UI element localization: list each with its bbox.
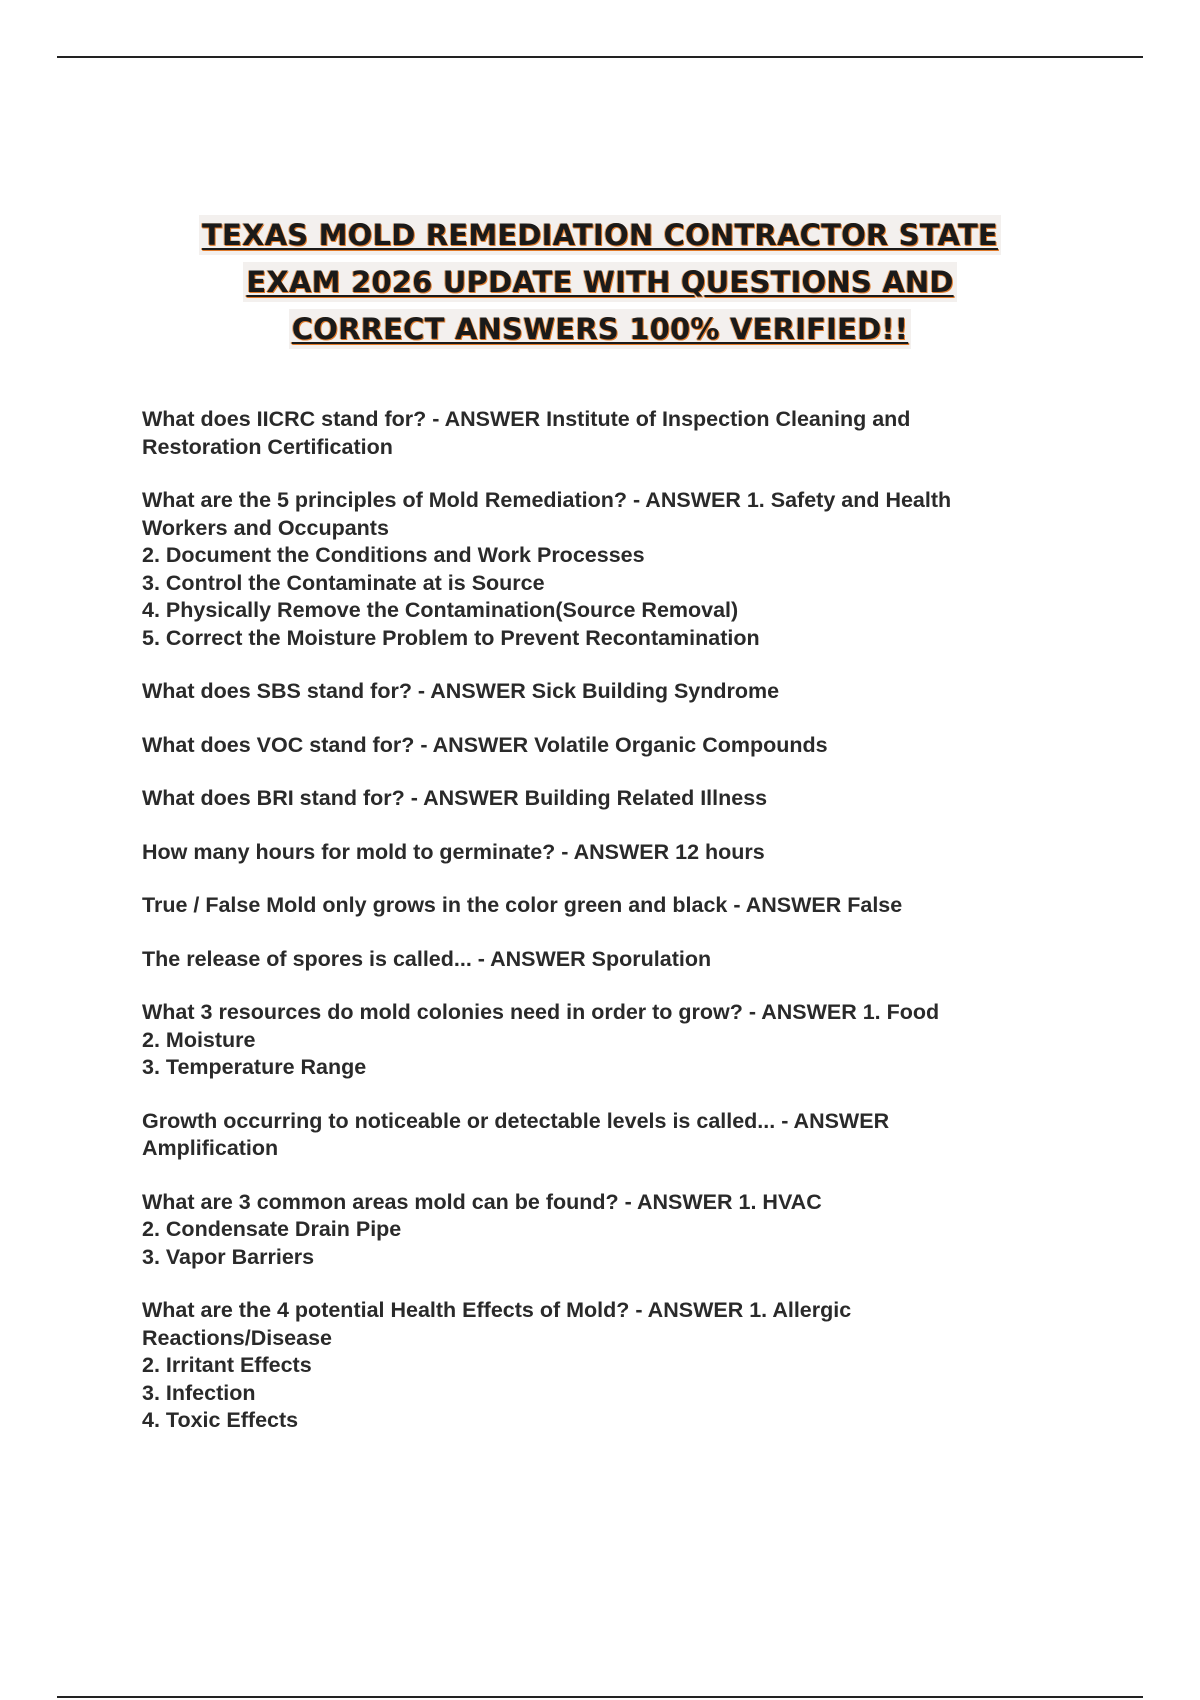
title-line: TEXAS MOLD REMEDIATION CONTRACTOR STATE (202, 218, 998, 252)
qa-line: 3. Vapor Barriers (142, 1244, 315, 1269)
qa-item (142, 406, 1062, 461)
qa-item (142, 678, 1062, 706)
qa-item (142, 999, 1062, 1082)
qa-line: 2. Moisture (142, 1027, 256, 1052)
qa-line: Growth occurring to noticeable or detectable levels is called... - ANSWER (142, 1108, 890, 1133)
qa-item (142, 892, 1062, 920)
qa-line: Workers and Occupants (142, 515, 389, 540)
header-rule (57, 56, 1143, 58)
qa-item (142, 839, 1062, 867)
qa-line: What are the 5 principles of Mold Remediation? - ANSWER 1. Safety and Health (142, 488, 952, 512)
qa-line: 2. Irritant Effects (142, 1353, 312, 1377)
document-title (0, 212, 1200, 353)
qa-item (142, 1297, 1062, 1435)
qa-item (142, 946, 1062, 974)
qa-line: What does BRI stand for? - ANSWER Building Related Illness (142, 786, 768, 810)
qa-line: 2. Document the Conditions and Work Processes (142, 543, 645, 567)
qa-line: 4. Physically Remove the Contamination(Source Removal) (142, 598, 739, 622)
qa-line: The release of spores is called... - ANSWER Sporulation (142, 946, 712, 971)
qa-line: What does VOC stand for? - ANSWER Volatile Organic Compounds (142, 732, 828, 757)
qa-line: True / False Mold only grows in the color green and black - ANSWER False (142, 893, 903, 917)
qa-line: Amplification (142, 1136, 279, 1160)
qa-line: What 3 resources do mold colonies need in order to grow? - ANSWER 1. Food (142, 1000, 940, 1024)
qa-line: What are the 4 potential Health Effects of Mold? - ANSWER 1. Allergic (142, 1298, 852, 1322)
qa-line: 4. Toxic Effects (142, 1408, 299, 1432)
title-line: EXAM 2026 UPDATE WITH QUESTIONS AND (246, 265, 954, 299)
qa-line: 3. Infection (142, 1380, 256, 1405)
qa-item (142, 487, 1062, 652)
qa-line: How many hours for mold to germinate? - ANSWER 12 hours (142, 839, 765, 864)
qa-line: 3. Temperature Range (142, 1055, 367, 1079)
title-line: CORRECT ANSWERS 100% VERIFIED!! (291, 312, 909, 346)
qa-line: 3. Control the Contaminate at is Source (142, 570, 545, 595)
qa-line: 5. Correct the Moisture Problem to Prevent Recontamination (142, 625, 760, 650)
footer-rule (57, 1696, 1143, 1698)
qa-item (142, 1189, 1062, 1272)
qa-line: 2. Condensate Drain Pipe (142, 1217, 402, 1241)
qa-line: What does SBS stand for? - ANSWER Sick Building Syndrome (142, 679, 780, 703)
qa-line: Restoration Certification (142, 434, 393, 459)
qa-line: What does IICRC stand for? - ANSWER Institute of Inspection Cleaning and (142, 407, 911, 431)
qa-line: Reactions/Disease (142, 1325, 333, 1350)
qa-list (142, 406, 1062, 1461)
qa-line: What are 3 common areas mold can be found? - ANSWER 1. HVAC (142, 1189, 822, 1214)
qa-item (142, 785, 1062, 813)
qa-item (142, 732, 1062, 760)
qa-item (142, 1108, 1062, 1163)
